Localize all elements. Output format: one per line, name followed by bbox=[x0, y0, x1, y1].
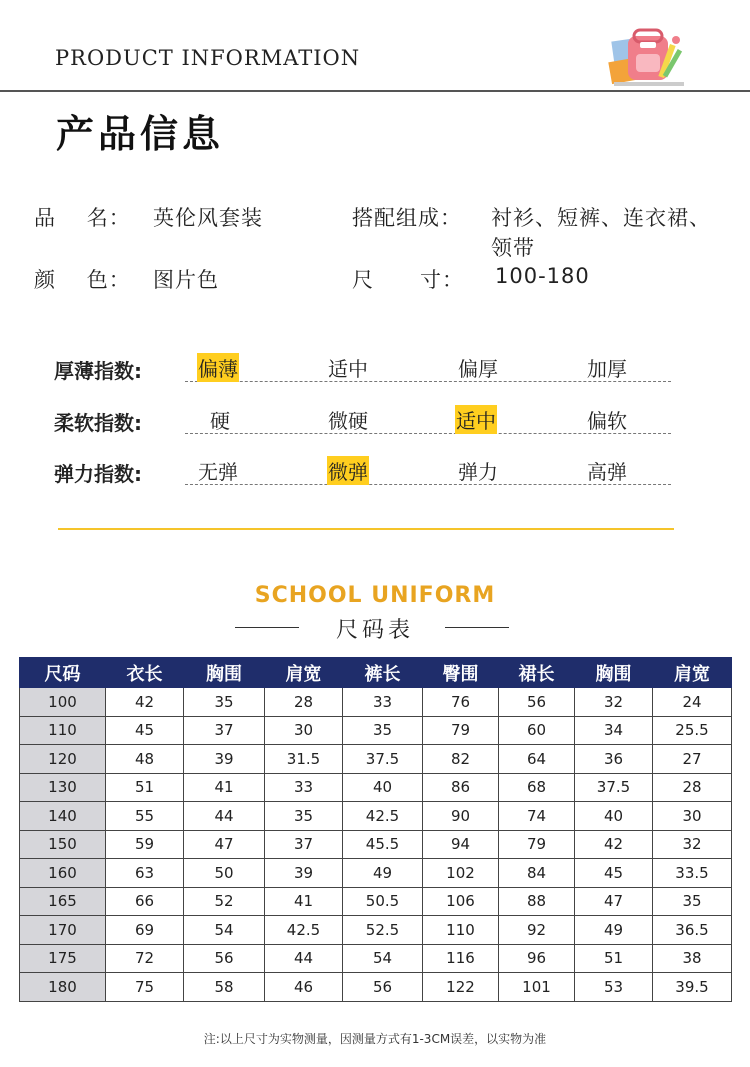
thickness-option-3: 偏厚 bbox=[458, 357, 498, 381]
table-row bbox=[20, 916, 732, 945]
measurement-cell: 86 bbox=[423, 773, 499, 802]
measurement-cell: 28 bbox=[265, 688, 343, 717]
elasticity-option-4: 高弹 bbox=[587, 460, 627, 484]
measurement-cell: 32 bbox=[653, 830, 732, 859]
column-header: 胸围 bbox=[184, 658, 265, 688]
measurement-cell: 58 bbox=[184, 973, 265, 1002]
thickness-index-label: 厚薄指数: bbox=[54, 359, 142, 383]
elasticity-option-2: 微弹 bbox=[327, 456, 369, 485]
measurement-cell: 34 bbox=[575, 716, 653, 745]
thickness-option-2: 适中 bbox=[328, 357, 368, 381]
measurement-cell: 63 bbox=[106, 859, 184, 888]
measurement-cell: 37 bbox=[184, 716, 265, 745]
measurement-cell: 27 bbox=[653, 745, 732, 774]
measurement-cell: 54 bbox=[343, 944, 423, 973]
measurement-cell: 46 bbox=[265, 973, 343, 1002]
elasticity-option-1: 无弹 bbox=[198, 460, 238, 484]
size-cell: 180 bbox=[20, 973, 106, 1002]
measurement-cell: 79 bbox=[499, 830, 575, 859]
size-chart-title: 尺码表 bbox=[335, 618, 414, 643]
softness-index-label: 柔软指数: bbox=[54, 411, 142, 435]
measurement-cell: 52.5 bbox=[343, 916, 423, 945]
measurement-cell: 56 bbox=[184, 944, 265, 973]
size-table bbox=[19, 657, 732, 1002]
column-header: 尺码 bbox=[20, 658, 106, 688]
measurement-cell: 41 bbox=[265, 887, 343, 916]
column-header: 肩宽 bbox=[653, 658, 732, 688]
measurement-cell: 56 bbox=[499, 688, 575, 717]
school-supplies-icon bbox=[606, 26, 696, 94]
column-header: 臀围 bbox=[423, 658, 499, 688]
measurement-cell: 90 bbox=[423, 802, 499, 831]
color-value: 图片色 bbox=[153, 268, 219, 292]
measurement-note: 注:以上尺寸为实物测量，因测量方式有1-3CM误差，以实物为准 bbox=[203, 1032, 547, 1046]
thickness-option-4: 加厚 bbox=[587, 357, 627, 381]
page-title: 产品信息 bbox=[56, 112, 225, 156]
measurement-cell: 49 bbox=[343, 859, 423, 888]
column-header: 胸围 bbox=[575, 658, 653, 688]
table-row bbox=[20, 944, 732, 973]
color-label: 颜 色： bbox=[34, 268, 131, 292]
combo-label: 搭配组成： bbox=[352, 206, 462, 230]
combo-value-line2: 领带 bbox=[491, 236, 535, 260]
thickness-index-row bbox=[185, 352, 671, 382]
measurement-cell: 48 bbox=[106, 745, 184, 774]
size-cell: 130 bbox=[20, 773, 106, 802]
table-row bbox=[20, 745, 732, 774]
measurement-cell: 45.5 bbox=[343, 830, 423, 859]
measurement-cell: 40 bbox=[343, 773, 423, 802]
measurement-cell: 37.5 bbox=[343, 745, 423, 774]
measurement-cell: 122 bbox=[423, 973, 499, 1002]
column-header: 肩宽 bbox=[265, 658, 343, 688]
size-cell: 100 bbox=[20, 688, 106, 717]
header-title-en: PRODUCT INFORMATION bbox=[55, 46, 361, 70]
softness-option-1: 硬 bbox=[210, 409, 230, 433]
table-row bbox=[20, 887, 732, 916]
measurement-cell: 32 bbox=[575, 688, 653, 717]
size-cell: 170 bbox=[20, 916, 106, 945]
measurement-cell: 110 bbox=[423, 916, 499, 945]
measurement-cell: 94 bbox=[423, 830, 499, 859]
thickness-option-1: 偏薄 bbox=[197, 353, 239, 382]
measurement-cell: 30 bbox=[265, 716, 343, 745]
measurement-cell: 82 bbox=[423, 745, 499, 774]
measurement-cell: 76 bbox=[423, 688, 499, 717]
measurement-cell: 42.5 bbox=[265, 916, 343, 945]
section-divider bbox=[58, 528, 674, 530]
measurement-cell: 51 bbox=[106, 773, 184, 802]
measurement-cell: 33 bbox=[343, 688, 423, 717]
measurement-cell: 55 bbox=[106, 802, 184, 831]
column-header: 裙长 bbox=[499, 658, 575, 688]
combo-value-line1: 衬衫、短裤、连衣裙、 bbox=[491, 206, 711, 230]
measurement-cell: 102 bbox=[423, 859, 499, 888]
measurement-cell: 38 bbox=[653, 944, 732, 973]
elasticity-option-3: 弹力 bbox=[458, 460, 498, 484]
table-row bbox=[20, 802, 732, 831]
table-row bbox=[20, 973, 732, 1002]
table-row bbox=[20, 688, 732, 717]
measurement-cell: 72 bbox=[106, 944, 184, 973]
measurement-cell: 45 bbox=[575, 859, 653, 888]
column-header: 裤长 bbox=[343, 658, 423, 688]
softness-index-row bbox=[185, 404, 671, 434]
measurement-cell: 47 bbox=[575, 887, 653, 916]
measurement-cell: 28 bbox=[653, 773, 732, 802]
measurement-cell: 39 bbox=[184, 745, 265, 774]
measurement-cell: 35 bbox=[265, 802, 343, 831]
measurement-cell: 84 bbox=[499, 859, 575, 888]
size-label: 尺 寸： bbox=[352, 268, 465, 292]
size-value: 100-180 bbox=[495, 264, 590, 288]
measurement-cell: 45 bbox=[106, 716, 184, 745]
measurement-cell: 40 bbox=[575, 802, 653, 831]
measurement-cell: 36.5 bbox=[653, 916, 732, 945]
softness-option-2: 微硬 bbox=[328, 409, 368, 433]
size-cell: 175 bbox=[20, 944, 106, 973]
measurement-cell: 54 bbox=[184, 916, 265, 945]
measurement-cell: 42.5 bbox=[343, 802, 423, 831]
measurement-cell: 42 bbox=[575, 830, 653, 859]
measurement-cell: 106 bbox=[423, 887, 499, 916]
column-header: 衣长 bbox=[106, 658, 184, 688]
elasticity-index-label: 弹力指数: bbox=[54, 462, 142, 486]
softness-option-3: 适中 bbox=[455, 405, 497, 434]
size-cell: 140 bbox=[20, 802, 106, 831]
measurement-cell: 74 bbox=[499, 802, 575, 831]
measurement-cell: 41 bbox=[184, 773, 265, 802]
measurement-cell: 39.5 bbox=[653, 973, 732, 1002]
measurement-cell: 56 bbox=[343, 973, 423, 1002]
measurement-cell: 116 bbox=[423, 944, 499, 973]
table-row bbox=[20, 830, 732, 859]
measurement-cell: 37.5 bbox=[575, 773, 653, 802]
size-cell: 165 bbox=[20, 887, 106, 916]
measurement-cell: 53 bbox=[575, 973, 653, 1002]
size-cell: 150 bbox=[20, 830, 106, 859]
measurement-cell: 39 bbox=[265, 859, 343, 888]
measurement-cell: 33.5 bbox=[653, 859, 732, 888]
measurement-cell: 60 bbox=[499, 716, 575, 745]
measurement-cell: 69 bbox=[106, 916, 184, 945]
measurement-cell: 49 bbox=[575, 916, 653, 945]
measurement-cell: 25.5 bbox=[653, 716, 732, 745]
measurement-cell: 79 bbox=[423, 716, 499, 745]
measurement-cell: 52 bbox=[184, 887, 265, 916]
name-value: 英伦风套装 bbox=[153, 206, 263, 230]
measurement-cell: 64 bbox=[499, 745, 575, 774]
measurement-cell: 96 bbox=[499, 944, 575, 973]
measurement-cell: 75 bbox=[106, 973, 184, 1002]
measurement-cell: 88 bbox=[499, 887, 575, 916]
measurement-cell: 36 bbox=[575, 745, 653, 774]
measurement-cell: 35 bbox=[343, 716, 423, 745]
measurement-cell: 51 bbox=[575, 944, 653, 973]
size-cell: 120 bbox=[20, 745, 106, 774]
measurement-cell: 31.5 bbox=[265, 745, 343, 774]
measurement-cell: 68 bbox=[499, 773, 575, 802]
table-row bbox=[20, 773, 732, 802]
measurement-cell: 101 bbox=[499, 973, 575, 1002]
measurement-cell: 47 bbox=[184, 830, 265, 859]
measurement-cell: 66 bbox=[106, 887, 184, 916]
measurement-cell: 35 bbox=[653, 887, 732, 916]
softness-option-4: 偏软 bbox=[587, 409, 627, 433]
measurement-cell: 42 bbox=[106, 688, 184, 717]
table-row bbox=[20, 716, 732, 745]
measurement-cell: 59 bbox=[106, 830, 184, 859]
measurement-cell: 50 bbox=[184, 859, 265, 888]
measurement-cell: 92 bbox=[499, 916, 575, 945]
size-cell: 160 bbox=[20, 859, 106, 888]
measurement-cell: 44 bbox=[265, 944, 343, 973]
measurement-cell: 30 bbox=[653, 802, 732, 831]
measurement-cell: 50.5 bbox=[343, 887, 423, 916]
table-row bbox=[20, 859, 732, 888]
elasticity-index-row bbox=[185, 455, 671, 485]
name-label: 品 名： bbox=[34, 206, 131, 230]
measurement-cell: 24 bbox=[653, 688, 732, 717]
measurement-cell: 37 bbox=[265, 830, 343, 859]
measurement-cell: 35 bbox=[184, 688, 265, 717]
measurement-cell: 33 bbox=[265, 773, 343, 802]
measurement-cell: 44 bbox=[184, 802, 265, 831]
school-uniform-heading: SCHOOL UNIFORM bbox=[254, 583, 496, 608]
size-cell: 110 bbox=[20, 716, 106, 745]
size-table-header bbox=[20, 658, 732, 688]
